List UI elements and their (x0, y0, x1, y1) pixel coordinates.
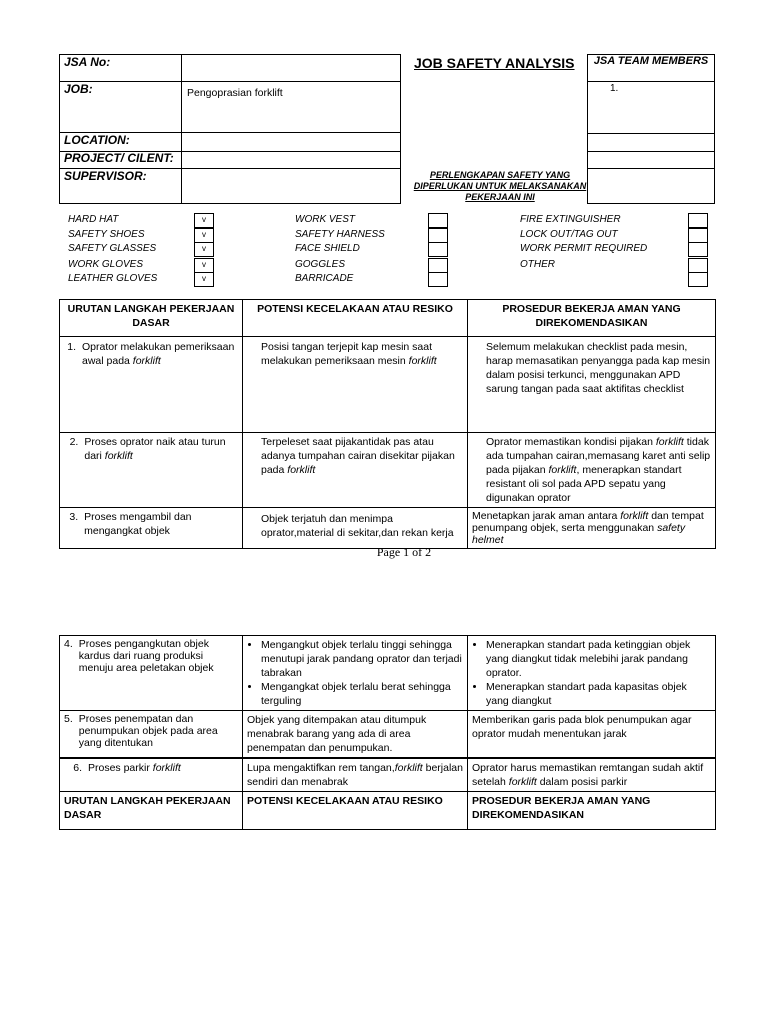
list-item: • Menerapkan standart pada kapasitas objek yang diangkut (486, 680, 711, 708)
ppe-item-label: LEATHER GLOVES (68, 273, 158, 284)
ppe-item-label: SAFETY SHOES (68, 229, 145, 240)
ppe-checkbox[interactable] (428, 228, 448, 243)
ppe-checkbox[interactable]: v (194, 213, 214, 228)
ppe-checkbox[interactable] (688, 272, 708, 287)
table-row (60, 433, 716, 508)
list-item: • Mengangkat objek terlalu berat sehingga terguling (261, 680, 463, 708)
header-risks: POTENSI KECELAKAAN ATAU RESIKO (243, 300, 468, 337)
header-procedures: PROSEDUR BEKERJA AMAN YANG DIREKOMENDASIKAN (468, 300, 716, 337)
step-text: Oprator melakukan pemeriksaan awal pada forklift (82, 341, 235, 367)
procedure-text: Memberikan garis pada blok penumpukan agar oprator mudah menentukan jarak (472, 714, 692, 740)
ppe-item-label: GOGGLES (295, 259, 346, 270)
ppe-checkbox[interactable] (688, 242, 708, 257)
table-row (60, 711, 716, 759)
list-item: • Menerapkan standart pada ketinggian objek yang diangkut tidak melebihi jarak pandang oprator. (486, 638, 711, 680)
ppe-item-label: LOCK OUT/TAG OUT (520, 229, 618, 240)
location-label: LOCATION: (64, 133, 130, 147)
procedure-text: Menetapkan jarak aman antara forklift dan tempat penumpang objek, serta menggunakan safety helmet (472, 510, 704, 546)
ppe-item-label: WORK PERMIT REQUIRED (520, 243, 648, 254)
procedure-list (472, 638, 711, 708)
ppe-item-label: WORK GLOVES (68, 259, 144, 270)
header-divider (181, 54, 182, 204)
header-steps: URUTAN LANGKAH PEKERJAAN DASAR (60, 300, 243, 337)
procedure-text: Oprator harus memastikan remtangan sudah aktif setelah forklift dalam posisi parkir (472, 762, 704, 788)
team-row-line (587, 81, 715, 82)
jsa-table-page-2 (59, 635, 716, 830)
ppe-checkbox[interactable] (688, 258, 708, 273)
footer-header-procedures: PROSEDUR BEKERJA AMAN YANG DIREKOMENDASIKAN (468, 792, 716, 830)
procedure-text: Selemum melakukan checklist pada mesin, harap memasatikan penyangga pada kap mesin dalam posisi terkunci, menggunakan APD sarung tangan pada saat aktifitas checklist (486, 341, 711, 395)
team-row-line (587, 151, 715, 152)
supervisor-label: SUPERVISOR: (64, 169, 147, 183)
ppe-item-label: FIRE EXTINGUISHER (520, 214, 621, 225)
step-number: 1. (67, 341, 76, 353)
table-footer-header-row (60, 792, 716, 830)
ppe-checkbox[interactable] (428, 213, 448, 228)
team-row-line (587, 168, 715, 169)
step-text: Proses oprator naik atau turun dari forklift (84, 436, 226, 462)
step-number: 5. (64, 713, 73, 725)
team-label: JSA TEAM MEMBERS (593, 55, 709, 67)
step-text: Proses parkir forklift (88, 762, 181, 774)
footer-header-risks: POTENSI KECELAKAAN ATAU RESIKO (243, 792, 468, 830)
step-text: Proses mengambil dan mengangkat objek (84, 511, 192, 537)
team-member-1: 1. (610, 83, 619, 94)
ppe-checkbox[interactable] (688, 228, 708, 243)
ppe-checkbox[interactable]: v (194, 272, 214, 287)
job-value: Pengoprasian forklift (187, 87, 283, 99)
page-footer: Page 1 of 2 (376, 545, 432, 559)
ppe-item-label: BARRICADE (295, 273, 354, 284)
page-title: JOB SAFETY ANALYSIS (414, 55, 575, 71)
ppe-item-label: OTHER (520, 259, 555, 270)
risk-text: Objek terjatuh dan menimpa oprator,material di sekitar,dan rekan kerja (261, 513, 454, 539)
step-text: Proses pengangkutan objek kardus dari ruang produksi menuju area peletakan objek (78, 638, 214, 674)
ppe-checkbox[interactable] (428, 258, 448, 273)
risk-text: Lupa mengaktifkan rem tangan,forklift berjalan sendiri dan menabrak (247, 762, 463, 788)
risk-text: Terpeleset saat pijakantidak pas atau adanya tumpahan cairan disekitar pijakan pada forklift (261, 436, 455, 476)
table-row (60, 337, 716, 433)
project-label: PROJECT/ CILENT: (64, 151, 174, 165)
step-number: 3. (69, 511, 79, 523)
ppe-checkbox[interactable] (688, 213, 708, 228)
list-item: • Mengangkut objek terlalu tinggi sehingga menutupi jarak pandang oprator dan terjadi tabrakan (261, 638, 463, 680)
ppe-item-label: HARD HAT (68, 214, 119, 225)
risk-list (247, 638, 463, 708)
step-text: Proses penempatan dan penumpukan objek pada area yang ditentukan (78, 713, 218, 749)
step-number: 2. (69, 436, 79, 448)
ppe-note: PERLENGKAPAN SAFETY YANG DIPERLUKAN UNTUK MELAKSANAKAN PEKERJAAN INI (413, 170, 587, 202)
ppe-checkbox[interactable]: v (194, 242, 214, 257)
footer-header-steps: URUTAN LANGKAH PEKERJAAN DASAR (60, 792, 243, 830)
ppe-checkbox[interactable]: v (194, 228, 214, 243)
step-number: 6. (73, 762, 82, 774)
risk-text: Objek yang ditempakan atau ditumpuk menabrak barang yang ada di area penempatan dan penumpukan. (247, 714, 427, 754)
team-row-line (587, 133, 715, 134)
ppe-item-label: SAFETY HARNESS (295, 229, 385, 240)
jsa-table-page-1 (59, 299, 716, 549)
risk-text: Posisi tangan terjepit kap mesin saat melakukan pemeriksaan mesin forklift (261, 341, 437, 367)
ppe-item-label: WORK VEST (295, 214, 356, 225)
ppe-item-label: FACE SHIELD (295, 243, 360, 254)
table-row (60, 636, 716, 711)
table-row (60, 508, 716, 549)
ppe-checkbox[interactable]: v (194, 258, 214, 273)
jsa-no-label: JSA No: (64, 55, 111, 69)
header-row-line (59, 81, 401, 82)
team-members-box (587, 54, 715, 204)
ppe-checkbox[interactable] (428, 242, 448, 257)
ppe-item-label: SAFETY GLASSES (68, 243, 157, 254)
ppe-checkbox[interactable] (428, 272, 448, 287)
procedure-text: Oprator memastikan kondisi pijakan forklift tidak ada tumpahan cairan,memasang karet anti selip pada pijakan forklift, menerapkan standart resistant oli sol pada APD sepatu yang digunakan oprator (486, 436, 711, 504)
job-label: JOB: (64, 82, 93, 96)
table-row (60, 758, 716, 792)
step-number: 4. (64, 638, 73, 650)
